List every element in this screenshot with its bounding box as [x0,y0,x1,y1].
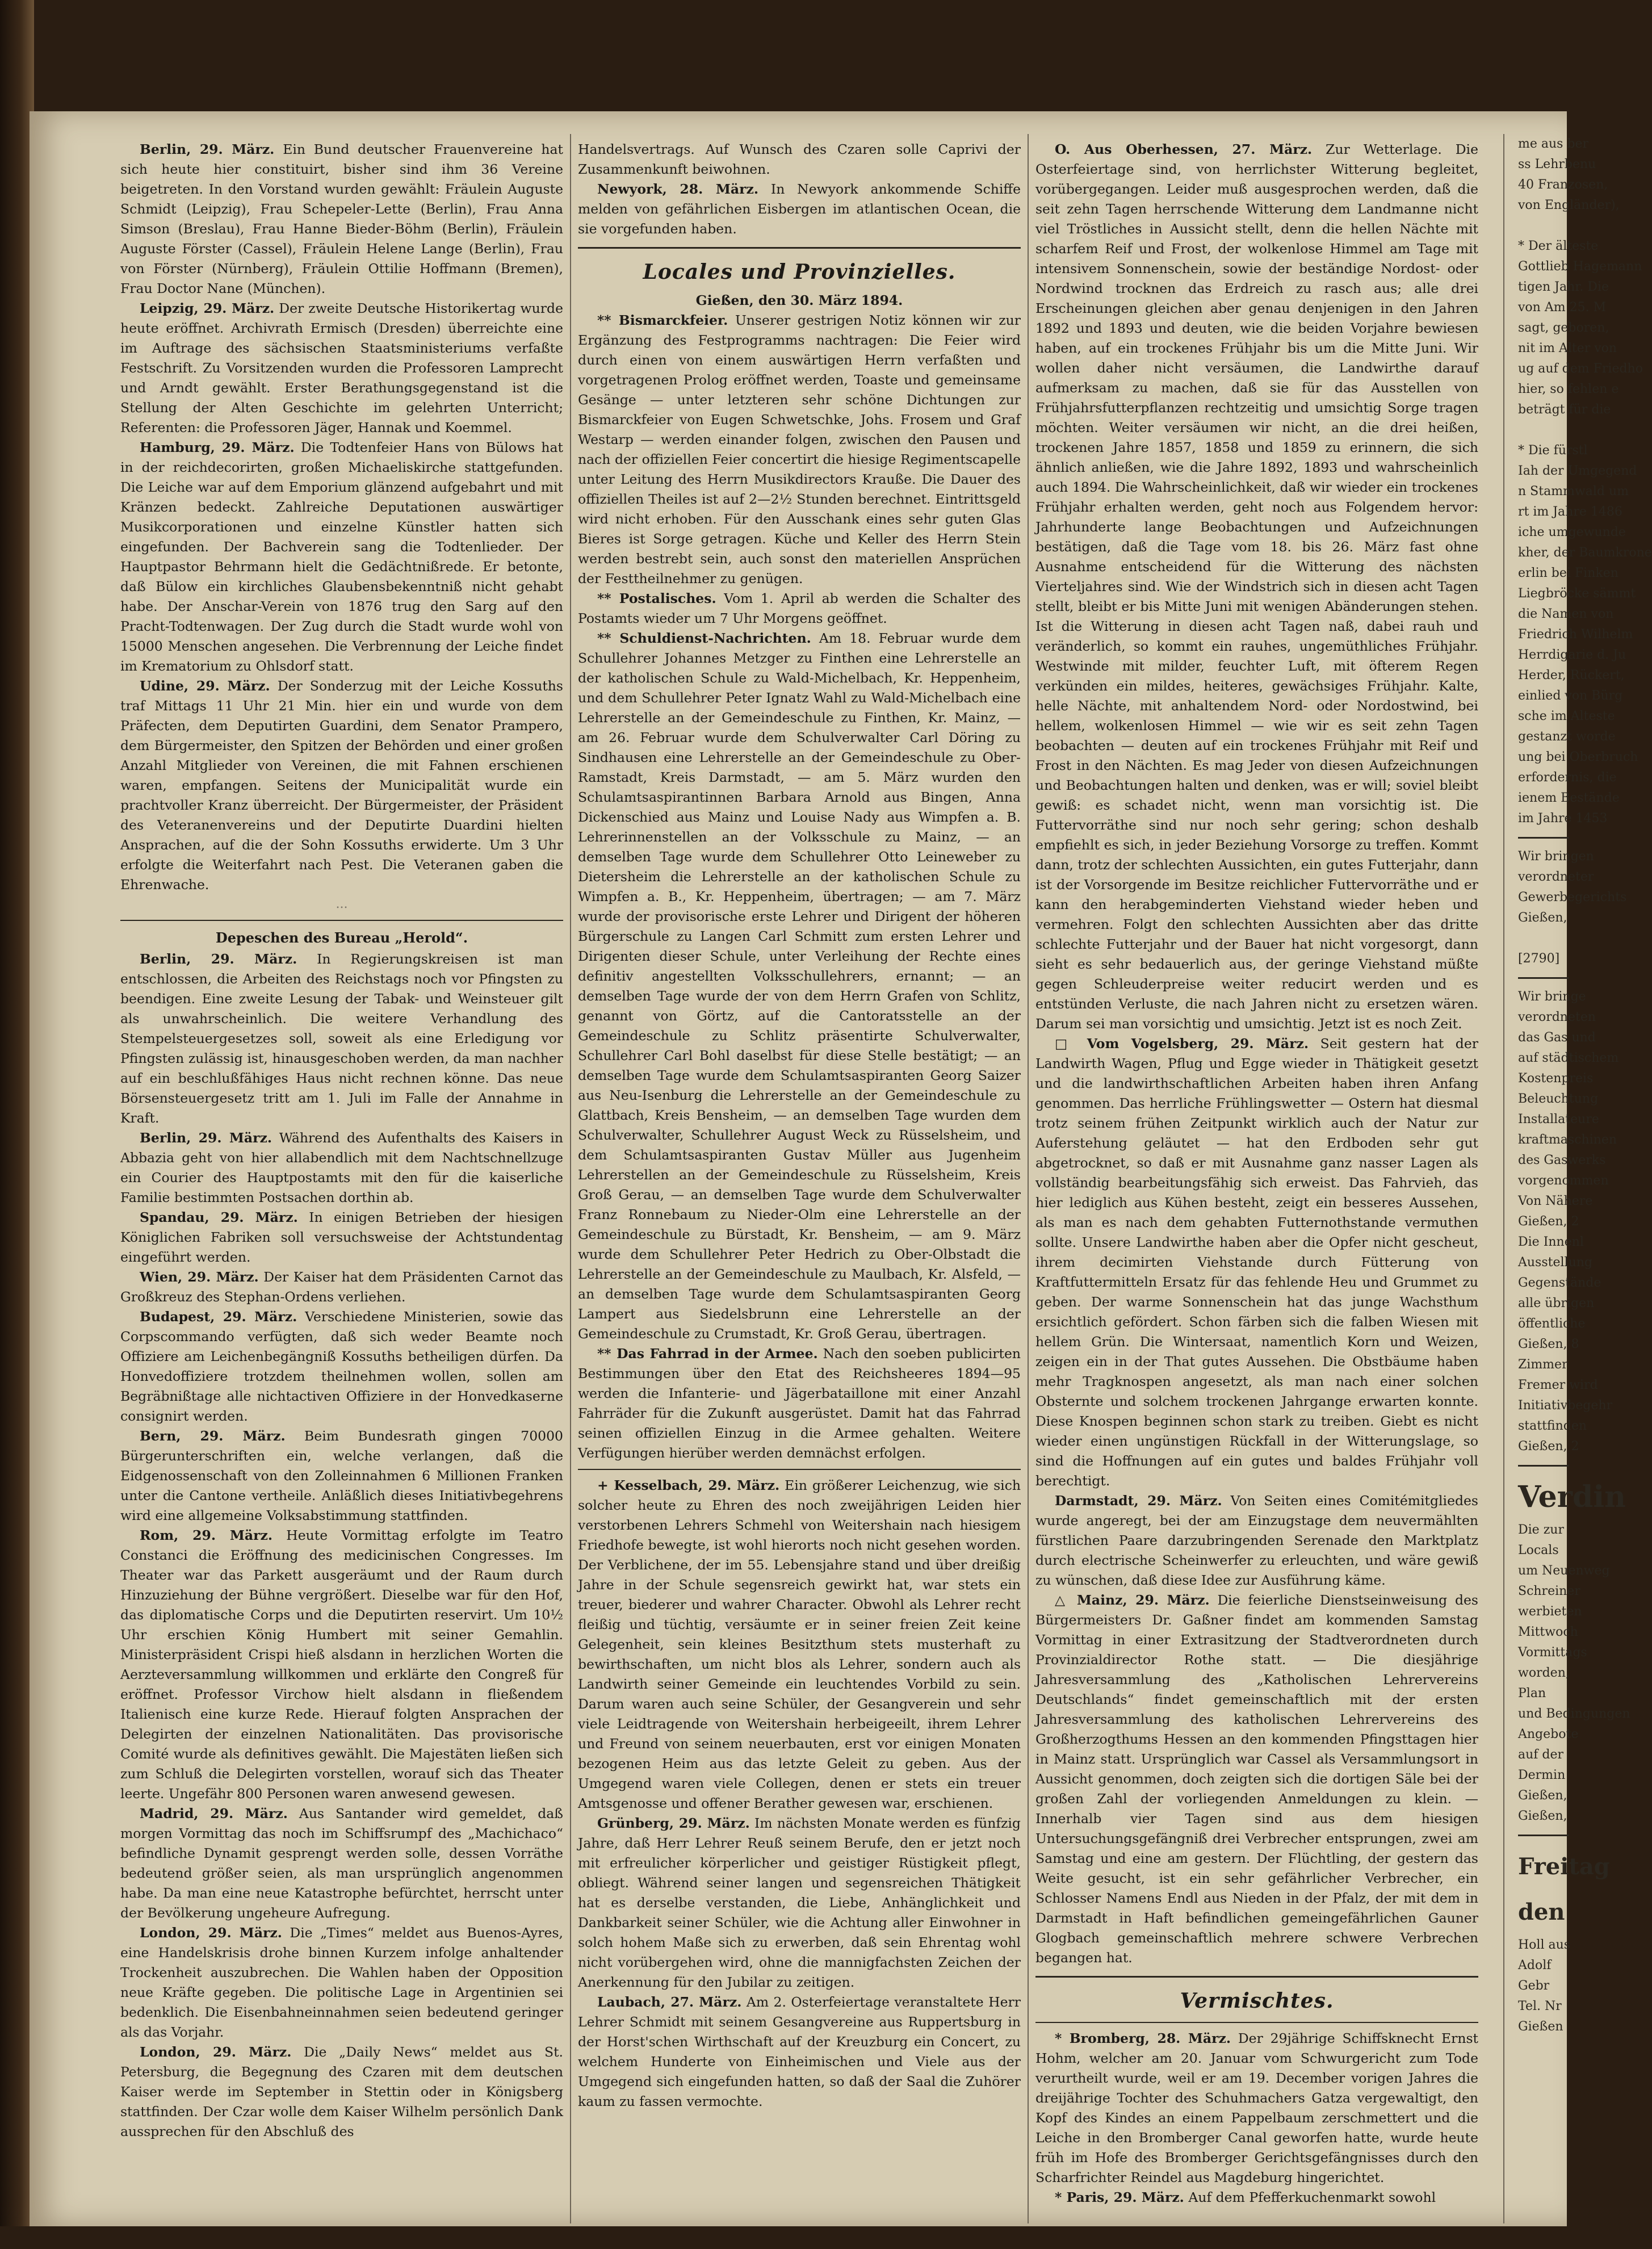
strip-line: Gebr [1518,1979,1550,1993]
article-heading: + Kesselbach, 29. März. [597,1477,780,1493]
article-text: Die feierliche Dienstseinweisung des Bürgermeisters Dr. Gaßner findet am kommenden Samstag Vormittag in einer Extrasitzung der Stadtverordneten durch Provinzialdirector Rothe statt. — Die diesjährige Jahresversammlung des „Katholischen Lehrervereins Deutschlands“ findet gemeinschaftlich mit der ersten Jahresversammlung des katholischen Lehrervereins des Großherzogthums Hessen an den kommenden Pfingsttagen hier in Mainz statt. Ursprünglich war Cassel als Versammlungsort in Aussicht genommen, doch zeigten sich die dortigen Säle bei der großen Zahl der vorliegenden Anmeldungen zu klein. — Innerhalb vier Tagen sind aus dem hiesigen Untersuchungsgefängniß drei Verbrecher entsprungen, zwei am Samstag und eine am gestern. Der Flüchtling, der gestern das Weite gesucht, ist ein sehr gefährlicher Verbrecher, ein Schlosser Namens Endl aus Nieden in der Pfalz, der mit dem in Darmstadt in Haft befindlichen gemeingefährlichen Gauner Glogbach gemeinschaftlich mehrere schwere Verbrechen begangen hat. [1035,1592,1478,1966]
article-text: Während des Aufenthalts des Kaisers in Abbazia geht von hier allabendlich mit dem Nachtschnellzuge ein Courier des Hauptpostamts mit den für die kaiserliche Familie bestimmten Postsachen dorthin ab. [120,1130,563,1205]
article-paragraph [1035,140,1478,1034]
strip-line: um Neuenweg [1518,1564,1610,1578]
library-stamp: ... [336,897,348,911]
strip-line: Gießen [1518,2020,1563,2034]
strip-ad-1 [1518,847,1627,969]
strip-line: verordneten [1518,1010,1596,1024]
strip-line: Gießen, [1518,1789,1567,1803]
article-text: Nach den soeben publicirten Bestimmungen über den Etat des Reichsheeres 1894—95 werden die Infanterie- und Jägerbataillone mit einer Anzahl Fahrräder für die Zukunft ausgerüstet. Damit hat das Fahrrad seinen offiziellen Einzug in die Armee gehalten. Weitere Verfügungen hierüber werden demnächst erfolgen. [578,1346,1021,1461]
strip-line: ug auf dem Friedho [1518,362,1643,376]
article-heading: Wien, 29. März. [140,1269,259,1285]
col2-regional-news [578,1476,1021,2112]
article-text: Heute Vormittag erfolgte im Teatro Constanci die Eröffnung des medicinischen Congresses. Im Theater war das Parkett ausgeräumt und der Raum durch Hinzuziehung der Bühne vergrößert. Dieselbe war für den Hof, das diplomatische Corps und die Deputirten reservirt. Um 10½ Uhr erschien König Humbert mit seiner Gemahlin. Ministerpräsident Crispi hieß alsdann in herzlichen Worten die Aerzteversammlung willkommen und erklärte den Congreß für eröffnet. Professor Virchow hielt alsdann in fließendem Italienisch eine kurze Rede. Hierauf folgten Ansprachen der Delegirten der einzelnen Nationalitäten. Das provisorische Comité wurde als definitives gewählt. Die Majestäten ließen sich zum Schluß die Delegirten vorstellen, worauf sich das Theater leerte. Ungefähr 800 Personen waren anwesend gewesen. [120,1527,563,1802]
strip-line: Kostenpreis [1518,1071,1594,1086]
article-text: In Newyork ankommende Schiffe melden von gefährlichen Eisbergen im atlantischen Ocean, die sie vorgefunden haben. [578,181,1021,237]
strip-line: tigen Jahr. Die [1518,280,1609,294]
article-text: Der zweite Deutsche Historikertag wurde heute eröffnet. Archivrath Ermisch (Dresden) überreichte eine im Auftrage des sächsischen Staatsministeriums verfaßte Festschrift. Zu Vorsitzenden wurden die Professoren Lamprecht und Arndt gewählt. Erster Berathungsgegenstand ist die Stellung der Alten Geschichte im gelehrten Unterricht; Referenten: die Professoren Jäger, Hannak und Koemmel. [120,300,563,435]
strip-line: das Gas und [1518,1031,1596,1045]
article-paragraph [578,1344,1021,1463]
strip-line: Von Nähere [1518,1194,1593,1208]
col3-regional-news [1035,140,1478,1968]
strip-line: Gottlieb Hagemann [1518,259,1642,274]
strip-heading-freitag: Freitag den [1518,1853,1610,1925]
article-paragraph [120,1526,563,1804]
article-paragraph [120,1923,563,2042]
column-rule [1028,134,1029,2223]
article-text: Am 2. Osterfeiertage veranstaltete Herr Lehrer Schmidt mit seinem Gesangvereine aus Ruppertsburg in der Horst'schen Wirthschaft auf der Kreuzburg ein Concert, zu welchem Hunderte von Einheimischen und Viele aus der Umgegend sich eingefunden hatten, so daß der Saal die Zuhörer kaum zu fassen vermochte. [578,1994,1021,2109]
article-paragraph [578,1814,1021,1992]
article-heading: ** Schuldienst-Nachrichten. [597,630,811,646]
article-paragraph [120,1267,563,1307]
article-heading: O. Aus Oberhessen, 27. März. [1055,141,1313,157]
article-heading: * Bromberg, 28. März. [1055,2030,1231,2046]
strip-line: n Stammwald um [1518,484,1629,499]
strip-line: kraftmaschinen [1518,1133,1617,1147]
strip-line: Adolf [1518,1958,1552,1972]
section-title-locales: Locales und Provinzielles. [643,260,956,284]
column-3 [1035,140,1478,2208]
strip-line: Wir bringen [1518,849,1594,864]
strip-line: Herrdigarie d. Ju [1518,648,1626,662]
column-1 [120,140,563,2142]
strip-line [1518,928,1569,949]
strip-line: Installateure [1518,1112,1599,1126]
article-paragraph [120,438,563,676]
section-title-vermischtes: Vermischtes. [1180,1989,1334,2013]
article-paragraph [120,1804,563,1923]
col1-news-block-2 [120,949,563,2142]
dateline: Gießen, den 30. März 1894. [695,292,903,308]
strip-line: nit im Alter von [1518,341,1617,355]
article-paragraph [120,949,563,1128]
strip-line: auf städtischem [1518,1051,1619,1065]
article-text: Auf dem Pfefferkuchenmarkt sowohl [1188,2189,1436,2205]
strip-line: sche im Alteste [1518,709,1615,723]
column-rule [1503,134,1504,2223]
strip-line: Die Innenl [1518,1235,1584,1249]
strip-line: Tel. Nr [1518,1999,1562,2013]
strip-line: erfordernis, die [1518,770,1617,785]
strip-line: Friedrich Wilhelm [1518,627,1633,642]
article-heading: Hamburg, 29. März. [140,439,295,455]
newspaper-page [30,111,1652,2226]
strip-line: worden, [1518,1666,1570,1680]
article-heading: Udine, 29. März. [140,678,270,694]
article-paragraph [578,179,1021,239]
article-heading: Laubach, 27. März. [597,1994,742,2010]
article-paragraph [120,140,563,299]
article-heading: London, 29. März. [140,1925,282,1941]
article-heading: Grünberg, 29. März. [597,1815,750,1831]
strip-line: * Der älteste [1518,239,1599,253]
article-text: Beim Bundesrath gingen 70000 Bürgerunterschriften ein, welche verlangen, daß die Eidgenossenschaft von den Zolleinnahmen 6 Millionen Franken unter die Cantone vertheile. Anläßlich dieses Initiativbegehrens wird eine allgemeine Volksabstimmung stattfinden. [120,1428,564,1523]
article-text: Vom 1. April ab werden die Schalter des Postamts wieder um 7 Uhr Morgens geöffnet. [578,590,1021,626]
article-paragraph [578,311,1021,589]
article-heading: ** Postalisches. [597,590,716,606]
article-text: Im nächsten Monate werden es fünfzig Jahre, daß Herr Lehrer Reuß seinem Berufe, den er jetzt noch mit erfreulicher körperlicher und geistiger Rüstigkeit pflegt, obliegt. Während seiner langen und segensreichen Thätigkeit hat es derselbe verstanden, die Liebe, Anhänglichkeit und Dankbarkeit seiner Schüler, wie die Achtung aller Einwohner in solch hohem Maße sich zu erwerben, daß sein Ehrentag wohl nicht vorübergehen wird, ohne die mannigfachsten Zeichen der Anerkennung für den Jubilar zu zeitigen. [578,1815,1021,1990]
article-heading: □ Vom Vogelsberg, 29. März. [1055,1036,1309,1052]
strip-line: erlin bei Finken [1518,566,1619,580]
strip-line: Plan [1518,1686,1546,1701]
strip-line: iche umgewunde [1518,525,1626,539]
article-heading: * Paris, 29. März. [1055,2189,1184,2205]
article-heading: Rom, 29. März. [140,1527,273,1543]
strip-text-a [1518,134,1652,829]
article-text: Der Sonderzug mit der Leiche Kossuths traf Mittags 11 Uhr 21 Min. hier ein und wurde von dem Präfecten, dem Deputirten Guardini, dem Senator Prampero, dem Bürgermeister, den Spitzen der Behörden und einer großen Anzahl Mitglieder von Vereinen, die mit Fahnen erschienen waren, empfangen. Seitens der Municipalität wurde ein prachtvoller Kranz überreicht. Der Bürgermeister, der Präsident des Veteranenvereins und der Deputirte Duardini hielten Ansprachen, auf die der Sohn Kossuths erwiderte. Um 3 Uhr erfolgte die Weiterfahrt nach Pest. Die Veteranen gaben die Ehrenwache. [120,678,563,893]
strip-line: Holl aus [1518,1938,1571,1952]
divider [1035,1976,1478,1978]
article-text: Die „Times“ meldet aus Buenos-Ayres, eine Handelskrisis drohe binnen Kurzem infolge anhaltender Trockenheit auszubrechen. Die Wahlen haben der Opposition neue Kräfte gegeben. Die politische Lage in Argentinien sei bedenklich. Die Eisenbahneinnahmen seien bedeutend geringer als das Vorjahr. [120,1925,563,2040]
article-text: Seit gestern hat der Landwirth Wagen, Pflug und Egge wieder in Thätigkeit gesetzt und die landwirthschaftlichen Arbeiten haben ihren Anfang genommen. Das herrliche Frühlingswetter — Ostern hat diesmal trotz seinem frühen Zeitpunkt wirklich auch der Natur zur Auferstehung geläutet — hat den Erdboden sehr gut abgetrocknet, so daß er mit Ausnahme ganz nasser Lagen als vollständig bearbeitungsfähig sich erweist. Das Fahrvieh, das hier lediglich aus Kühen besteht, zeigt ein besseres Aussehen, als man es nach dem gehabten Futternothstande vermuthen sollte. Unsere Landwirthe haben aber die Opfer nicht gescheut, ihrem decimirten Viehstande durch Fütterung von Kraftfuttermitteln Ersatz für das fehlende Heu und Grummet zu geben. Der warme Sonnenschein hat das junge Wachsthum ersichtlich gefördert. Schon färben sich die falben Wiesen mit hellem Grün. Die Wintersaat, namentlich Korn und Weizen, zeigen ein in der That gutes Aussehen. Die Obstbäume haben mehr Tragknospen angesetzt, als man nach einer solchen Obsternte und solchem trockenen Jahrgange erwarten konnte. Diese Knospen beginnen schon stark zu treiben. Giebt es nicht wieder einen ungünstigen Rückfall in der Witterungslage, so sind die Hoffnungen auf ein gutes und baldes Frühjahr voll berechtigt. [1035,1036,1478,1489]
article-heading: Darmstadt, 29. März. [1055,1493,1222,1509]
strip-line: ienem Bestände [1518,791,1620,805]
article-heading: Madrid, 29. März. [140,1806,288,1821]
strip-line: Gießen, 2 [1518,1439,1579,1454]
strip-line: ung bei Oberbruch [1518,750,1638,764]
article-text: Ein Bund deutscher Frauenvereine hat sich heute hier constituirt, bisher sind ihm 36 Vereine beigetreten. In den Vorstand wurden gewählt: Fräulein Auguste Schmidt (Leipzig), Frau Schepeler-Lette (Berlin), Frau Anna Simson (Breslau), Frau Hanne Bieder-Böhm (Berlin), Fräulein Auguste Förster (Cassel), Fräulein Helene Lange (Berlin), Frau von Förster (Nürnberg), Fräulein Ottilie Hoffmann (Bremen), Frau Doctor Nane (München). [120,141,563,296]
article-text: Handelsvertrags. Auf Wunsch des Czaren solle Caprivi der Zusammenkunft beiwohnen. [578,141,1021,177]
strip-line: Gießen, [1518,1809,1567,1823]
article-paragraph [120,299,563,438]
strip-line: Mittwoch [1518,1625,1578,1639]
article-heading: Leipzig, 29. März. [140,300,275,316]
strip-line: einlied von Bürg [1518,689,1623,703]
article-text: Die „Daily News“ meldet aus St. Petersburg, die Begegnung des Czaren mit dem deutschen Kaiser werde im September in Stettin oder in Königsberg stattfinden. Der Czar wolle dem Kaiser Wilhelm persönlich Dank aussprechen für den Abschluß des [120,2044,563,2139]
strip-line: vorgenommen [1518,1174,1609,1188]
article-text: Der 29jährige Schiffsknecht Ernst Hohm, welcher am 20. Januar vom Schwurgericht zum Tode verurtheilt wurde, weil er am 19. December vorigen Jahres die dreijährige Tochter des Schuhmachers Gatza vergewaltigt, den Kopf des Kindes an einem Pappelbaum zerschmettert und die Leiche in den Bromberger Canal geworfen hatte, wurde heute früh im Hofe des Bromberger Gerichtsgefängnisses durch den Scharfrichter Reindel aus Magdeburg hingerichtet. [1035,2030,1478,2185]
article-paragraph [1035,1491,1478,1590]
article-heading: Berlin, 29. März. [140,141,275,157]
strip-line: verordneter [1518,870,1594,884]
strip-ad-4 [1518,1935,1569,2037]
strip-line: sagt, geboren, [1518,321,1609,335]
strip-line: Iah der Umgegend [1518,464,1637,478]
article-heading: △ Mainz, 29. März. [1055,1592,1210,1608]
article-paragraph [578,629,1021,1344]
article-paragraph [120,2042,563,2142]
strip-line: * Die fürstl [1518,443,1588,458]
divider [1518,977,1569,979]
strip-line: stattfinden [1518,1419,1587,1433]
article-heading: Berlin, 29. März. [140,1130,272,1146]
strip-line: ss Lehrbenu [1518,157,1596,171]
strip-line: Angebote [1518,1727,1579,1741]
strip-line: die Namen von [1518,607,1614,621]
strip-line [1518,420,1569,441]
column-rule [570,134,571,2223]
article-text: Ein größerer Leichenzug, wie sich solcher heute zu Ehren des noch zweijährigen Leiden hier verstorbenen Lehrers Schmehl von Weitershain nach hiesigem Friedhofe bewegte, ist wohl hierorts noch nicht gesehen worden. Der Verblichene, der im 55. Lebensjahre stand und über dreißig Jahre in der Schule segensreich gewirkt hat, war stets ein treuer, biederer und wahrer Character. Obwohl als Lehrer recht fleißig und tüchtig, versäumte er in seiner freien Zeit keine Gelegenheit, sein kleines Besitzthum stets musterhaft zu bewirthschaften, um nicht blos als Lehrer, sondern auch als Landwirth seiner Gemeinde ein leuchtendes Vorbild zu sein. Darum waren auch seine Schüler, der Gesangverein und sehr viele Leidtragende von Weitershain herbeigeeilt, ihrem Lehrer und Freund von seinem neuerbauten, erst vor einigen Monaten bezogenen Heim aus das letzte Geleit zu geben. Aus der Umgegend waren viele Collegen, denen er stets ein treuer Amtsgenosse und offener Berather gewesen war, erschienen. [578,1477,1021,1811]
article-paragraph [120,1426,563,1526]
strip-line: rt im Jahre 1486 [1518,505,1622,519]
strip-line: Gegenstände [1518,1276,1601,1290]
divider [1518,837,1569,839]
divider [578,1469,1021,1470]
strip-line: im Jahre 1453 [1518,811,1608,826]
strip-line: Initiativbegehr [1518,1398,1613,1413]
article-text: Der Kaiser hat dem Präsidenten Carnot das Großkreuz des Stephan-Ordens verliehen. [120,1269,563,1305]
col2-local-news [578,311,1021,1463]
column-2 [578,140,1021,2112]
strip-line: [2790] [1518,952,1560,966]
strip-line: Locals [1518,1543,1559,1557]
article-paragraph [120,1128,563,1208]
adjacent-page-strip [1518,134,1652,2249]
divider [1518,1835,1569,1836]
strip-line: öffentliche [1518,1317,1586,1331]
article-text: Die Todtenfeier Hans von Bülows hat in der reichdecorirten, großen Michaeliskirche stattgefunden. Die Leiche war auf dem Emporium glänzend aufgebahrt und mit Kränzen bedeckt. Zahlreiche Deputationen auswärtiger Musikcorporationen und einzelne Künstler hatten sich eingefunden. Der Bachverein sang die Todtenlieder. Der Hauptpastor Behrmann hielt die Gedächtnißrede. Er betonte, daß Bülow ein kirchliches Glaubensbekenntniß nicht gehabt habe. Der Anschar-Verein von 1876 trug den Sarg auf den Pracht-Todtenwagen. Der Zug durch die Stadt wurde wohl von 15000 Menschen angesehen. Die Verbrennung der Leiche findet im Krematorium zu Ohlsdorf statt. [120,439,563,674]
article-paragraph [578,1476,1021,1814]
strip-line: Vormittags [1518,1645,1587,1660]
strip-line: Herder, Rückert, [1518,668,1625,682]
strip-line: des Gaswerks [1518,1153,1606,1167]
article-text: Verschiedene Ministerien, sowie das Corpscommando verfügten, daß sich weder Beamte noch Offiziere am Leichenbegängniß Kossuths betheiligen dürfen. Da Honvedoffiziere trotzdem theilnehmen wollen, sollen am Begräbnißtage alle nichtactiven Offiziere in der Honvedkaserne consignirt werden. [120,1309,563,1424]
strip-line: hier, so fehlen e [1518,382,1619,396]
article-paragraph [120,676,563,895]
article-text: Aus Santander wird gemeldet, daß morgen Vormittag das noch im Schiffsrumpf des „Machichaco“ befindliche Dynamit gesprengt werden solle, dessen Vorräthe bedeutend größer seien, als man ursprünglich angenommen habe. Da man eine neue Katastrophe befürchtet, herrscht unter der Bevölkerung ungeheure Aufregung. [120,1806,563,1921]
strip-heading-verdingung: Verdin [1518,1480,1626,1514]
article-text: In einigen Betrieben der hiesigen Königlichen Fabriken soll versuchsweise der Achtstundentag eingeführt werden. [120,1209,563,1265]
strip-line [1518,216,1569,236]
strip-line: Gießen, [1518,911,1567,925]
strip-line: auf der [1518,1748,1564,1762]
strip-line: von Engländer), [1518,198,1620,212]
divider [1035,2022,1478,2023]
strip-line: Dermin [1518,1768,1566,1782]
divider [120,920,563,921]
article-paragraph [1035,2029,1478,2188]
strip-line: Gießen, 8 [1518,1337,1579,1351]
article-text: Von Seiten eines Comitémitgliedes wurde angeregt, bei der am Einzugstage dem neuvermählten fürstlichen Paare darzubringenden Serenade den Marktplatz durch electrische Scheinwerfer zu erleuchten, und wäre gewiß zu wünschen, daß diese Idee zur Ausführung käme. [1035,1493,1478,1588]
strip-line: Beleuchtung [1518,1092,1599,1106]
article-text: Am 18. Februar wurde dem Schullehrer Johannes Metzger zu Finthen eine Lehrerstelle an der katholischen Schule zu Wald-Michelbach, Kr. Heppenheim, und dem Schullehrer Peter Ignatz Wahl zu Wald-Michelbach eine Lehrerstelle an der Gemeindeschule zu Finthen, Kr. Mainz, — am 26. Februar wurde dem Schulverwalter Carl Döring zu Sindhausen eine Lehrerstelle an der Gemeindeschule zu Ober-Ramstadt, Kreis Darmstadt, — am 5. März wurden den Schulamtsaspirantinnen Barbara Arnold aus Bingen, Anna Dickenschied aus Mainz und Louise Nady aus Wimpfen a. B. Lehrerinnenstellen an der Volksschule zu Mainz, — an demselben Tage wurde dem Schullehrer Otto Leineweber zu Dietersheim die Lehrerstelle an der katholischen Schule zu Wimpfen a. B., Kr. Heppenheim, übertragen; — am 7. März wurde der provisorische erste Lehrer und Dirigent der höheren Bürgerschule zu Langen Carl Schmitt zum ersten Lehrer und Dirigenten dieser Schule, unter Verleihung der Rechte eines definitiv angestellten Volksschullehrers, ernannt; — an demselben Tage wurde der von dem Herrn Grafen von Schlitz, genannt von Görtz, auf die Cantoratsstelle an der Gemeindeschule zu Schlitz präsentirte Schulverwalter, Schullehrer Carl Bohl daselbst für diese Stelle bestätigt; — an demselben Tage wurde dem Schulamtsaspiranten Georg Saizer aus Neu-Isenburg die Lehrerstelle an der Gemeindeschule zu Glattbach, Kreis Bensheim, — an demselben Tage wurden dem Schulverwalter, Schullehrer August Weck zu Rüsselsheim, und dem Schulamtsaspiranten Gustav Müller aus Jugenheim Lehrerstellen an der Gemeindeschule zu Rüsselsheim, Kreis Groß Gerau, — an demselben Tage wurde dem Schulverwalter Franz Ronnebaum zu Nieder-Olm eine Lehrerstelle an der Gemeindeschule zu Bürstadt, Kr. Bensheim, — am 9. März wurde dem Schullehrer Peter Hedrich zu Ober-Olbstadt die Lehrerstelle an der Gemeindeschule zu Maulbach, Kr. Alsfeld, — an demselben Tage wurde dem Schulamtsaspiranten Georg Lampert aus Siedelsbrunn eine Lehrerstelle an der Gemeindeschule zu Crumstadt, Kr. Groß Gerau, übertragen. [578,630,1021,1342]
col2-news-top [578,140,1021,239]
strip-ad-2 [1518,987,1619,1457]
strip-line: Die zur [1518,1523,1564,1537]
strip-line: me aus ber [1518,137,1589,151]
article-heading: ** Das Fahrrad in der Armee. [597,1346,818,1362]
strip-line: Ausstellung [1518,1255,1592,1270]
article-paragraph [578,1992,1021,2112]
strip-line: und Bedingungen [1518,1707,1630,1721]
article-paragraph [1035,2188,1478,2208]
article-text: Zur Wetterlage. Die Osterfeiertage sind, von herrlichster Witterung begleitet, vorübergegangen. Leider muß ausgesprochen werden, daß die seit zehn Tagen herrschende Witterung dem Landmanne nicht viel Tröstliches in Aussicht stellt, denn die hellen Nächte mit scharfem Reif und Frost, der wolkenlose Himmel am Tage mit intensivem Sonnenschein, sowie der beständige Nordost- oder Nordwind trocknen das Erdreich zu rasch aus; alle drei Erscheinungen gleichen aber genau denjenigen in den Jahren 1892 und 1893 und deuten, wie die beiden Vorjahre bewiesen haben, auf ein trockenes Frühjahr bis um die Mitte Juni. Wir wollen daher nicht versäumen, die Landwirthe darauf aufmerksam zu machen, daß sie für das Ausstellen von Frühjahrsfutterpflanzen rechtzeitig und umsichtig Sorge tragen möchten. Weiter versäumen wir nicht, an die drei heißen, trockenen Jahre 1857, 1858 und 1859 zu erinnern, die sich ähnlich anließen, wie die Jahre 1892, 1893 und wahrscheinlich auch 1894. Die Wahrscheinlichkeit, daß wir wieder ein trockenes Frühjahr erhalten werden, geht noch aus Folgendem hervor: Jahrhunderte lange Beobachtungen und Aufzeichnungen bestätigen, daß die Tage vom 18. bis 26. März fast ohne Ausnahme entscheidend für die Witterung des nächsten Vierteljahres sind. Wie der Windstrich sich in diesen acht Tagen stellt, bleibt er bis Mitte Juni mit wenigen Abänderungen stehen. Ist die Witterung in diesen acht Tagen naß, dabei rauh und veränderlich, so kommt ein rauhes, ungemüthliches Frühjahr. Westwinde mit milder, feuchter Luft, mit öfterem Regen verkünden ein mildes, heiteres, gewächsiges Frühjahr. Kalte, helle Nächte, mit anhaltendem Nord- oder Nordostwind, bei hellem, wolkenlosen Himmel — wie wir es seit zehn Tagen beobachten — deuten auf ein trockenes Frühjahr mit Reif und Frost in den Nächten. Es mag Jeder von diesen Aufzeichnungen und Beobachtungen halten und denken, was er will; soviel bleibt gewiß: es schadet nicht, wenn man vorsichtig ist. Die Futtervorräthe sind nur noch sehr gering; schon deshalb empfiehlt es sich, in jeder Beziehung Vorsorge zu treffen. Kommt dann, trotz der schlechten Aussichten, ein gutes Futterjahr, dann ist der Vorsorgende im Besitze reichlicher Futtervorräthe und er kann den herabgeminderten Viehstand wieder heben und vermehren. Folgt den schlechten Aussichten aber das dritte schlechte Futterjahr und der Bauer hat nicht vorgesorgt, dann sieht es sehr bedauerlich aus, der geringe Viehstand müßte gegen Schleuderpreise weiter reducirt werden und es entstünden Verluste, die nach Jahren nicht zu ersetzen wären. Darum sei man vorsichtig und umsichtig. Jetzt ist es noch Zeit. [1035,141,1478,1032]
article-paragraph [578,140,1021,179]
article-text: In Regierungskreisen ist man entschlossen, die Arbeiten des Reichstags noch vor Pfingsten zu beendigen. Eine zweite Lesung der Tabak- und Weinsteuer gilt als unwahrscheinlich. Die weitere Verhandlung des Stempelsteuergesetzes soll, soweit als eine Erledigung vor Pfingsten zulässig ist, hinausgeschoben werden, da man nachher auf ein beschlußfähiges Haus nicht rechnen könne. Das neue Börsensteuergesetz tritt am 1. Juli im Falle der Annahme in Kraft. [120,951,563,1126]
article-paragraph [1035,1034,1478,1491]
article-paragraph [578,589,1021,629]
article-heading: ** Bismarckfeier. [597,312,728,328]
article-text: Unserer gestrigen Notiz können wir zur Ergänzung des Festprogramms nachtragen: Die Feier wird durch einen von einem auswärtigen Herrn verfaßten und vorgetragenen Prolog eröffnet werden, Toaste und gemeinsame Gesänge — unter letzteren sehr schöne Dichtungen zur Bismarckfeier von Eugen Schwetschke, Johs. Frosem und Graf Westarp — werden einander folgen, zwischen den Pausen und nach der offiziellen Feier concertirt die hiesige Regimentscapelle unter Leitung des Herrn Musikdirectors Krauße. Die Dauer des offiziellen Theiles ist auf 2—2½ Stunden berechnet. Eintrittsgeld wird nicht erhoben. Für den Ausschank eines sehr guten Glas Bieres ist Sorge getragen. Küche und Keller des Herrn Stein werden bestrebt sein, auch sonst den materiellen Ansprüchen der Festtheilnehmer zu genügen. [578,312,1021,587]
strip-line: von Am 25. M [1518,300,1607,315]
article-paragraph [120,1208,563,1267]
strip-ad-3 [1518,1520,1630,1827]
article-heading: London, 29. März. [140,2044,292,2060]
col3-miscellaneous-news [1035,2029,1478,2208]
article-paragraph [120,1307,563,1426]
strip-line: Schreiner [1518,1584,1580,1598]
strip-line: kher, der Baumkrone [1518,546,1652,560]
article-heading: Budapest, 29. März. [140,1309,297,1325]
strip-line: 40 Franzosen, [1518,178,1608,192]
article-heading: Bern, 29. März. [140,1428,286,1444]
divider [578,247,1021,249]
article-heading: Berlin, 29. März. [140,951,297,967]
strip-line: werbieten [1518,1605,1582,1619]
col1-news-block-1 [120,140,563,895]
strip-line: Fremer wird [1518,1378,1598,1392]
strip-line: alle übrigen [1518,1296,1595,1310]
strip-line: Liegbröcke sämmt [1518,587,1636,601]
article-heading: Spandau, 29. März. [140,1209,298,1225]
article-paragraph [1035,1590,1478,1968]
strip-line: beträgt für die [1518,403,1611,417]
strip-line: gestanzt worde [1518,730,1616,744]
strip-line: Zimmer [1518,1358,1568,1372]
book-spine [0,0,34,2226]
dispatch-title: Depeschen des Bureau „Herold“. [215,929,468,946]
article-heading: Newyork, 28. März. [597,181,759,197]
strip-line: Gießen, 2 [1518,1214,1579,1229]
strip-line: Gewerbegerichts [1518,890,1627,904]
strip-line: Wir bringe [1518,990,1586,1004]
divider [1518,1465,1569,1467]
